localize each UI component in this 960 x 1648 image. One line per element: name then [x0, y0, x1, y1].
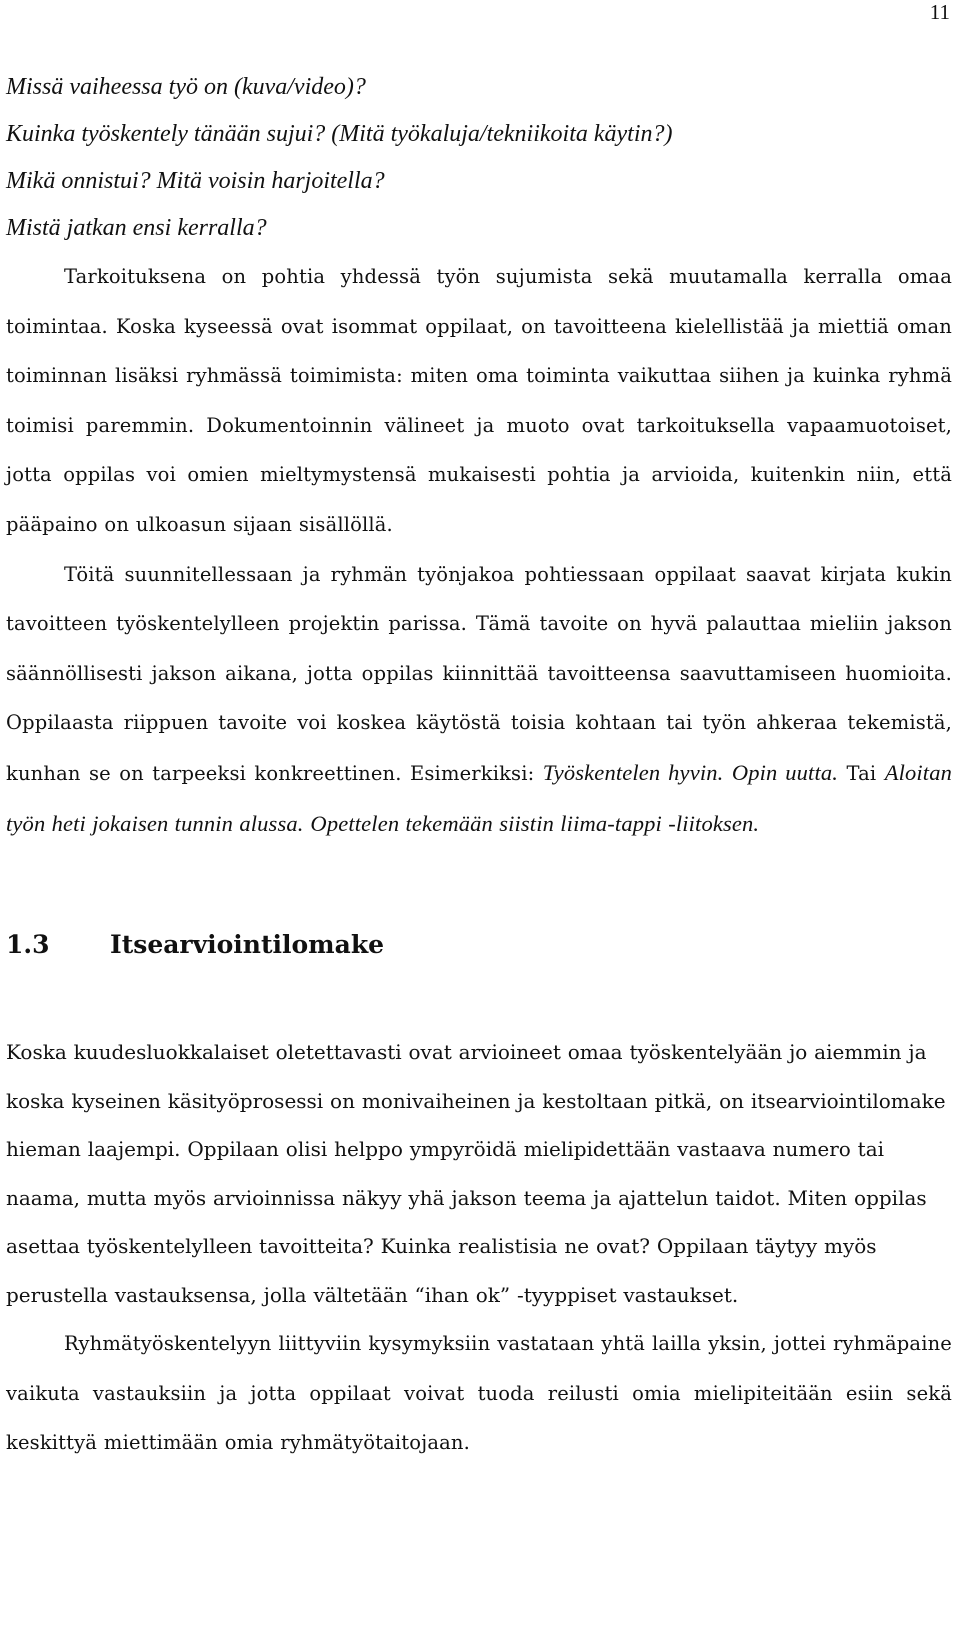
paragraph-self-assessment-form: Koska kuudesluokkalaiset oletettavasti ovat arvioineet omaa työskentelyään jo aiemmin ja koska kyseinen käsityöprosessi on monivaiheinen ja kestoltaan pitkä, on itsearviointilomake hieman laajempi. Oppilaan olisi helppo ympyröidä mielipidettään vastaava numero tai naama, mutta myös arvioinnissa näkyy yhä jakson teema ja ajattelun taidot. Miten oppilas asettaa työskentelylleen tavoitteita? Kuinka realistisia ne ovat? Oppilaan täytyy myös perustella vastauksensa, jolla vältetään “ihan ok” -tyyppiset vastaukset.	[6, 1040, 946, 1307]
paragraph-goals-text: Töitä suunnitellessaan ja ryhmän työnjakoa pohtiessaan oppilaat saavat kirjata kukin tavoitteen työskentelylleen projektin parissa. Tämä tavoite on hyvä palauttaa mieliin jakson säännöllisesti jakson aikana, jotta oppilas kiinnittää tavoitteensa saavuttamiseen huomioita. Oppilaasta riippuen tavoite voi koskea käytöstä toisia kohtaan tai työn ahkeraa tekemistä, kunhan se on tarpeeksi konkreettinen. Esimerkiksi:	[6, 562, 952, 785]
page-number: 11	[929, 0, 950, 24]
section-title: Itsearviointilomake	[110, 930, 385, 960]
paragraph-reflection-purpose: Tarkoituksena on pohtia yhdessä työn sujumista sekä muutamalla kerralla omaa toimintaa. Koska kyseessä ovat isommat oppilaat, on tavoitteena kielellistää ja miettiä oman toiminnan lisäksi ryhmässä toimimista: miten oma toiminta vaikuttaa siihen ja kuinka ryhmä toimisi paremmin. Dokumentoinnin välineet ja muoto ovat tarkoituksella vapaamuotoiset, jotta oppilas voi omien mieltymystensä mukaisesti pohtia ja arvioida, kuitenkin niin, että pääpaino on ulkoasun sijaan sisällöllä.	[6, 265, 952, 536]
example-goal: Työskentelen hyvin.	[542, 759, 724, 785]
example-goal: Opettelen tekemään siistin liima-tappi -liitoksen.	[310, 810, 760, 836]
section-number: 1.3	[6, 930, 50, 960]
example-goal: Aloitan työn heti jokaisen tunnin alussa.	[6, 759, 953, 836]
question-item: Kuinka työskentely tänään sujui? (Mitä työkaluja/tekniikoita käytin?)	[6, 121, 673, 147]
question-item: Missä vaiheessa työ on (kuva/video)?	[6, 74, 366, 100]
reflection-questions	[6, 64, 952, 252]
question-item: Mikä onnistui? Mitä voisin harjoitella?	[6, 168, 385, 194]
paragraph-group-work: Ryhmätyöskentelyyn liittyviin kysymyksiin vastataan yhtä lailla yksin, jottei ryhmäpaine vaikuta vastauksiin ja jotta oppilaat voivat tuoda reilusti omia mielipiteitään esiin sekä keskittyä miettimään omia ryhmätyötaitojaan.	[6, 1332, 952, 1455]
page-content	[6, 64, 952, 1468]
section-heading	[6, 913, 952, 977]
question-item: Mistä jatkan ensi kerralla?	[6, 215, 267, 241]
paragraph-goals-connector: Tai	[846, 761, 877, 785]
spacer	[6, 977, 952, 1028]
example-goal: Opin uutta.	[731, 759, 839, 785]
paragraph-goals	[6, 550, 952, 850]
